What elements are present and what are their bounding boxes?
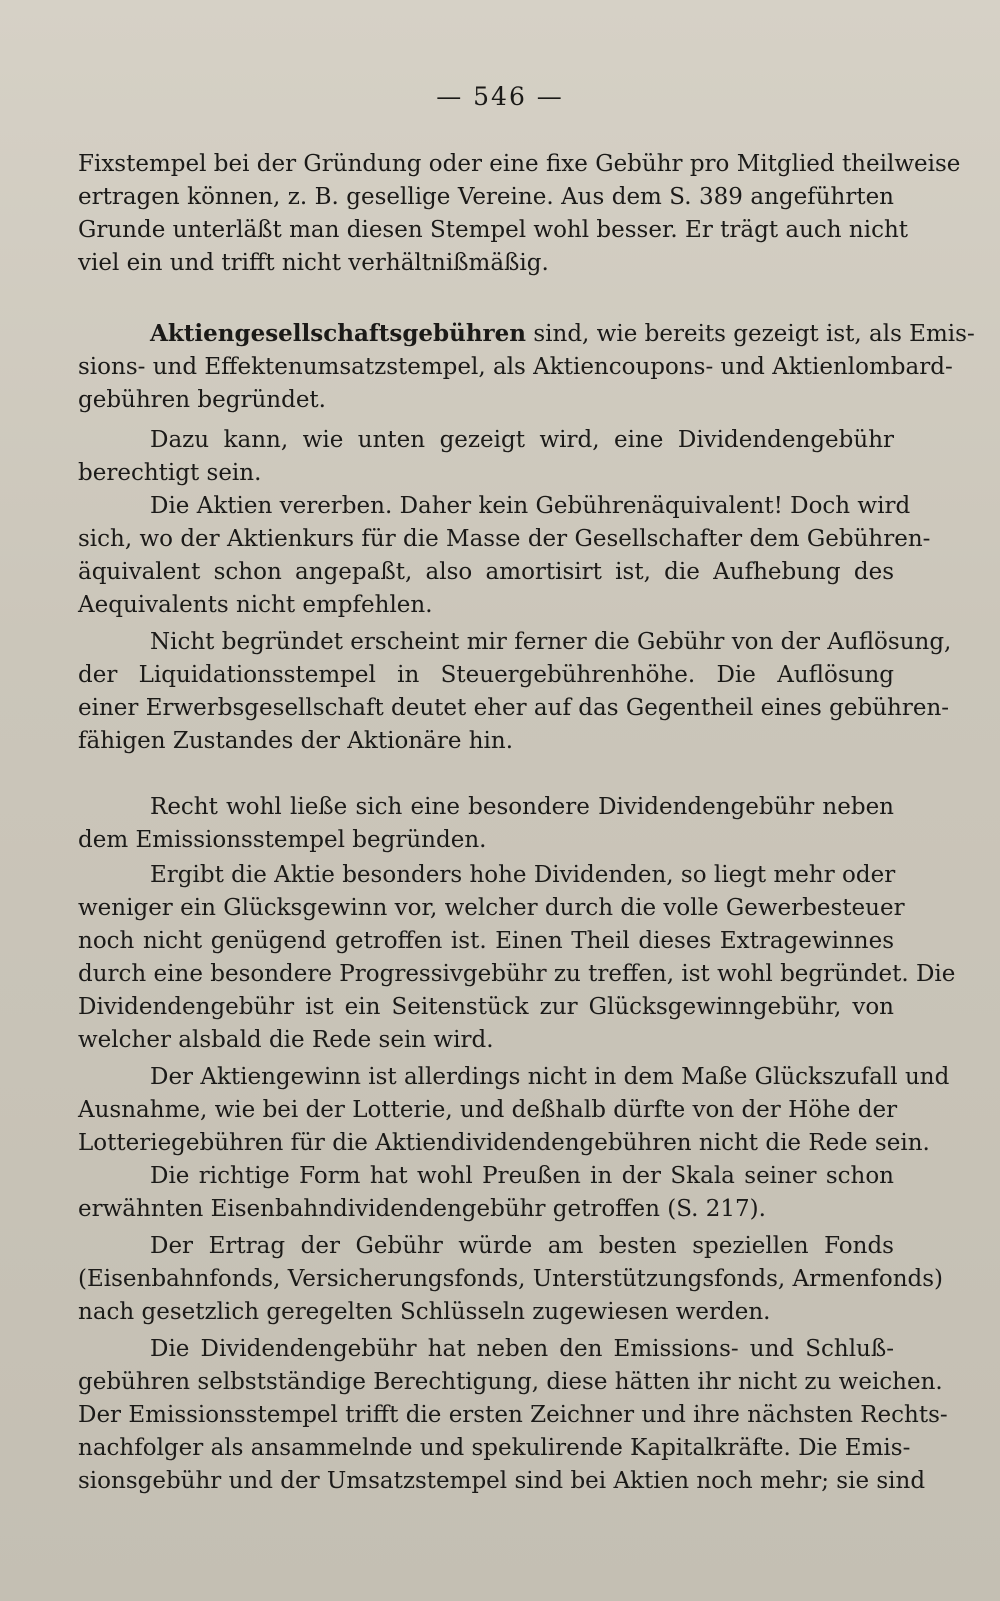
- text-line: Fixstempel bei der Gründung oder eine fixe Gebühr pro Mitglied theilweise: [78, 151, 961, 177]
- text-line: einer Erwerbsgesellschaft deutet eher auf das Gegentheil eines gebühren-: [78, 695, 950, 721]
- section-heading: Aktiengesellschaftsgebühren: [150, 320, 527, 347]
- text-line: durch eine besondere Progressivgebühr zu treffen, ist wohl begründet. Die: [78, 961, 956, 987]
- text-line: Die richtige Form hat wohl Preußen in der Skala seiner schon: [150, 1163, 894, 1189]
- text-line: Ergibt die Aktie besonders hohe Dividenden, so liegt mehr oder: [150, 862, 896, 888]
- page-number: — 546 —: [436, 82, 564, 111]
- text-line: Nicht begründet erscheint mir ferner die Gebühr von der Auflösung,: [150, 629, 952, 655]
- text-line: Grunde unterläßt man diesen Stempel wohl besser. Er trägt auch nicht: [78, 217, 909, 243]
- text-line: fähigen Zustandes der Aktionäre hin.: [78, 728, 514, 754]
- text-line: sionsgebühr und der Umsatzstempel sind bei Aktien noch mehr; sie sind: [78, 1468, 926, 1494]
- text-line: gebühren begründet.: [78, 387, 326, 413]
- text-line: ertragen können, z. B. gesellige Vereine. Aus dem S. 389 angeführten: [78, 184, 894, 210]
- text-line: Der Aktiengewinn ist allerdings nicht in dem Maße Glückszufall und: [150, 1064, 950, 1090]
- text-line: gebühren selbstständige Berechtigung, diese hätten ihr nicht zu weichen.: [78, 1369, 943, 1395]
- text-line: Dazu kann, wie unten gezeigt wird, eine Dividendengebühr: [150, 427, 894, 453]
- text-line: Lotteriegebühren für die Aktiendividendengebühren nicht die Rede sein.: [78, 1130, 930, 1156]
- text-line: Die Aktien vererben. Daher kein Gebührenäquivalent! Doch wird: [150, 493, 911, 519]
- text-line: nachfolger als ansammelnde und spekulirende Kapitalkräfte. Die Emis-: [78, 1435, 911, 1461]
- text-line: dem Emissionsstempel begründen.: [78, 827, 487, 853]
- text-line: [78, 318, 975, 351]
- text-line: äquivalent schon angepaßt, also amortisirt ist, die Aufhebung des: [78, 559, 894, 585]
- text-line: Recht wohl ließe sich eine besondere Dividendengebühr neben: [150, 794, 894, 820]
- text-line: Die Dividendengebühr hat neben den Emissions- und Schluß-: [150, 1336, 894, 1362]
- text-line: der Liquidationsstempel in Steuergebührenhöhe. Die Auflösung: [78, 662, 894, 688]
- text-line: sions- und Effektenumsatzstempel, als Aktiencoupons- und Aktienlombard-: [78, 354, 953, 380]
- text-line: nach gesetzlich geregelten Schlüsseln zugewiesen werden.: [78, 1299, 771, 1325]
- text-line: sich, wo der Aktienkurs für die Masse der Gesellschafter dem Gebühren-: [78, 526, 931, 552]
- text-line: Dividendengebühr ist ein Seitenstück zur Glücksgewinngebühr, von: [78, 994, 894, 1020]
- text-line: Aequivalents nicht empfehlen.: [78, 592, 433, 618]
- text-run: sind, wie bereits gezeigt ist, als Emis-: [526, 321, 975, 347]
- text-line: berechtigt sein.: [78, 460, 262, 486]
- text-line: welcher alsbald die Rede sein wird.: [78, 1027, 494, 1053]
- text-line: viel ein und trifft nicht verhältnißmäßig.: [78, 250, 549, 276]
- text-line: Der Ertrag der Gebühr würde am besten speziellen Fonds: [150, 1233, 894, 1259]
- text-line: noch nicht genügend getroffen ist. Einen Theil dieses Extragewinnes: [78, 928, 894, 954]
- text-line: Ausnahme, wie bei der Lotterie, und deßhalb dürfte von der Höhe der: [78, 1097, 898, 1123]
- text-line: (Eisenbahnfonds, Versicherungsfonds, Unterstützungsfonds, Armenfonds): [78, 1266, 944, 1292]
- text-line: erwähnten Eisenbahndividendengebühr getroffen (S. 217).: [78, 1196, 766, 1222]
- text-line: weniger ein Glücksgewinn vor, welcher durch die volle Gewerbesteuer: [78, 895, 905, 921]
- text-line: Der Emissionsstempel trifft die ersten Zeichner und ihre nächsten Rechts-: [78, 1402, 948, 1428]
